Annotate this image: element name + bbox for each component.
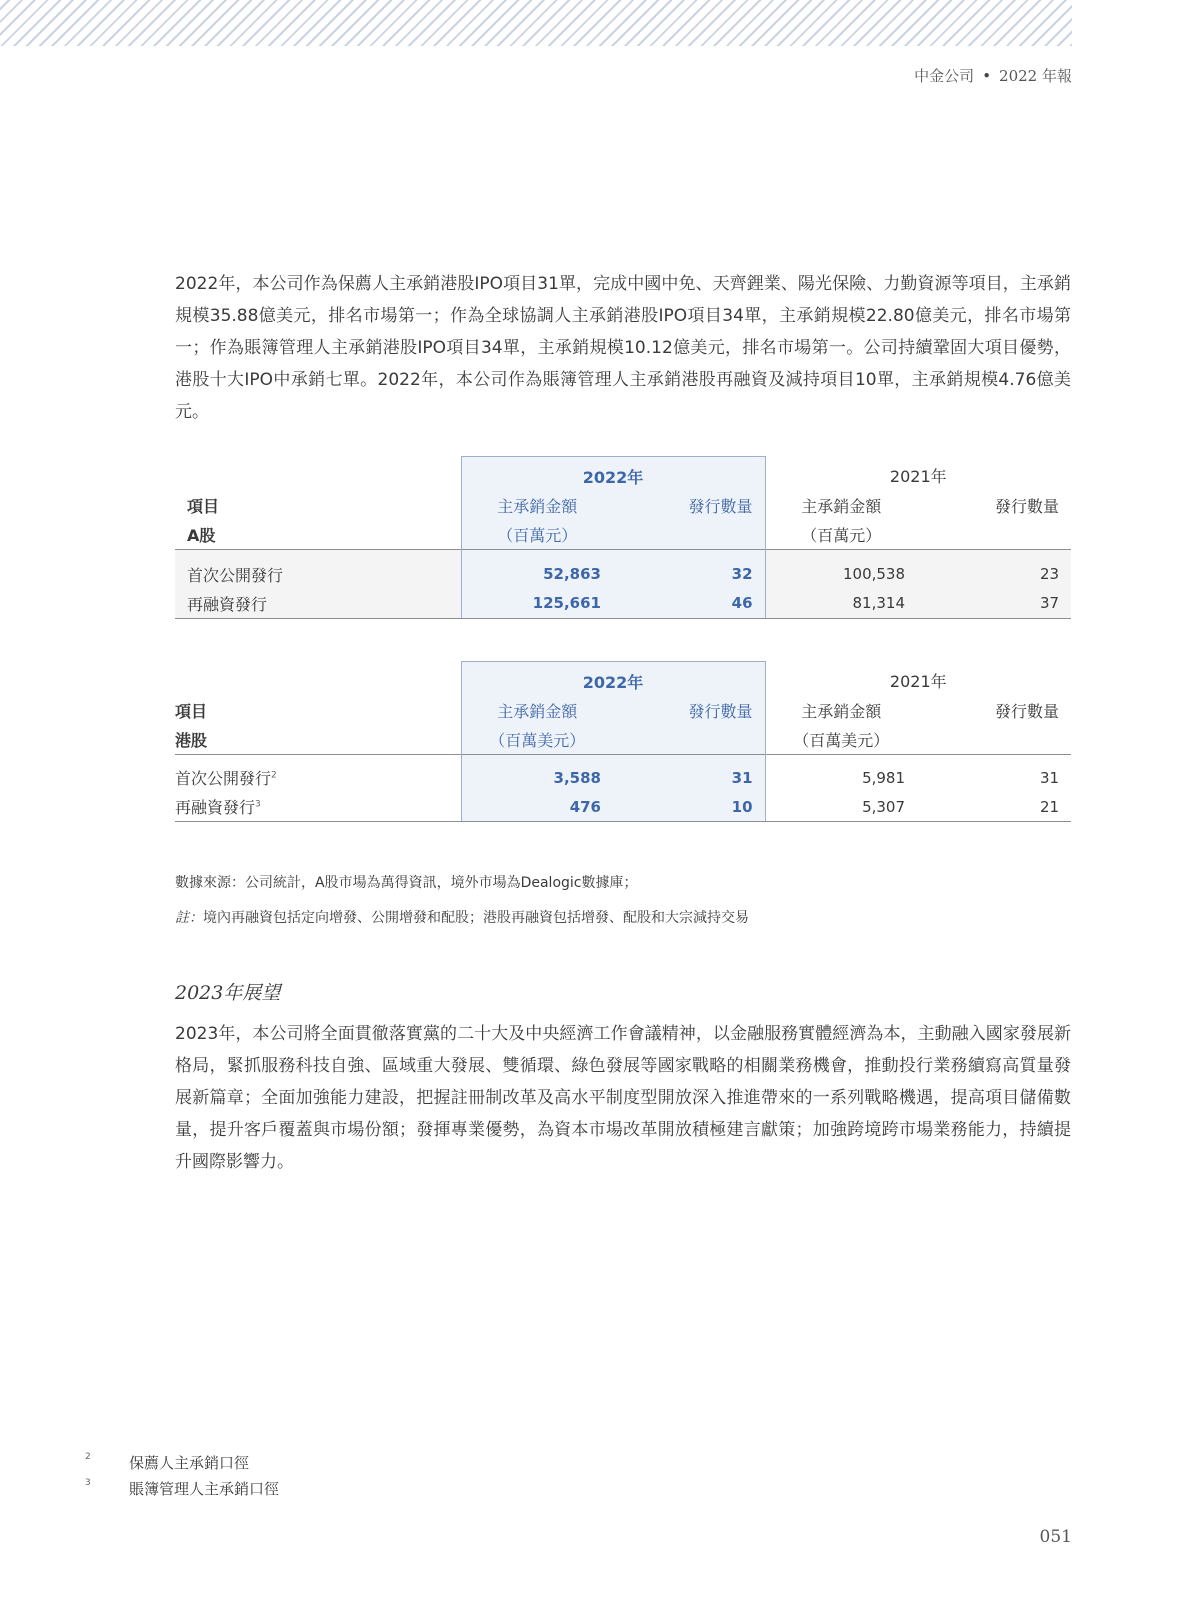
count-2021-cell: 21 — [917, 792, 1071, 822]
company-name: 中金公司 — [914, 67, 975, 85]
intro-paragraph: 2022年，本公司作為保薦人主承銷港股IPO項目31單，完成中國中免、天齊鋰業、陽光保險、力勤資源等項目，主承銷規模35.88億美元，排名市場第一；作為全球協調人主承銷港股IPO項目34單，主承銷規模22.80億美元，排名市場第一；作為賬簿管理人主承銷港股IPO項目34單，主承銷規模10.12億美元，排名市場第一。公司持續鞏固大項目優勢，港股十大IPO中承銷七單。2022年，本公司作為賬簿管理人主承銷港股再融資及減持項目10單，主承銷規模4.76億美元。 — [175, 274, 1071, 422]
amount-2022-cell: 52,863 — [461, 560, 613, 589]
count-2022-cell: 31 — [613, 763, 765, 792]
amount-2021-cell: 5,981 — [765, 763, 917, 792]
page-number: 051 — [1039, 1527, 1072, 1547]
row-label: 首次公開發行 — [175, 560, 461, 589]
row-label: 首次公開發行$^2$ — [175, 769, 277, 788]
count-2022-header: 發行數量 — [613, 696, 765, 725]
header-separator: • — [982, 67, 992, 85]
footnote-item — [85, 1452, 249, 1473]
count-2022-cell: 46 — [613, 589, 765, 619]
count-2022-header: 發行數量 — [613, 491, 765, 520]
remark-note: 註：境內再融資包括定向增發、公開增發和配股；港股再融資包括增發、配股和大宗減持交易 — [175, 910, 749, 926]
category-header: A股 — [187, 526, 216, 545]
running-header — [914, 65, 1072, 86]
count-2022-cell: 32 — [613, 560, 765, 589]
count-2022-cell: 10 — [613, 792, 765, 822]
data-source-note: 數據來源：公司統計，A股市場為萬得資訊，境外市場為Dealogic數據庫； — [175, 875, 638, 891]
count-2021-cell: 31 — [1039, 768, 1060, 787]
amount-2022-cell: 125,661 — [461, 589, 613, 619]
unit-2021-header: （百萬美元） — [765, 725, 917, 755]
count-2021-header: 發行數量 — [995, 702, 1060, 721]
unit-2022-header: （百萬元） — [461, 520, 613, 550]
amount-2022-cell: 476 — [461, 792, 613, 822]
category-header: 港股 — [175, 731, 208, 750]
item-header: 項目 — [175, 702, 208, 721]
row-label: 再融資發行$^3$ — [175, 792, 461, 822]
amount-2022-header: 主承銷金額 — [461, 696, 613, 725]
table-row — [175, 589, 1071, 619]
footnote-item — [85, 1478, 279, 1499]
item-header: 項目 — [187, 497, 220, 516]
row-label: 再融資發行 — [175, 589, 461, 619]
amount-2021-cell: 81,314 — [765, 589, 917, 619]
footnote-text: 賬簿管理人主承銷口徑 — [129, 1480, 280, 1498]
amount-2022-cell: 3,588 — [461, 763, 613, 792]
decorative-hatch-band — [0, 0, 1072, 46]
year-2021-header: 2021年 — [765, 662, 1071, 697]
section-title: 2023年展望 — [175, 982, 281, 1004]
footnote-text: 保薦人主承銷口徑 — [129, 1454, 250, 1472]
table-row — [175, 792, 1071, 822]
footnote-number: 3 — [85, 1478, 91, 1488]
amount-2021-cell: 100,538 — [765, 560, 917, 589]
unit-2022-header: （百萬美元） — [461, 725, 613, 755]
footnote-ref: 3 — [255, 799, 261, 810]
unit-2021-header: （百萬元） — [765, 520, 917, 550]
amount-2021-cell: 5,307 — [765, 792, 917, 822]
amount-2022-header: 主承銷金額 — [461, 491, 613, 520]
footnote-ref: 2 — [271, 770, 277, 781]
report-title: 2022 年報 — [999, 67, 1072, 85]
table-row — [175, 560, 1071, 589]
count-2021-cell: 23 — [917, 560, 1071, 589]
year-2022-header: 2022年 — [461, 662, 765, 697]
a-share-table — [175, 456, 1071, 619]
footnote-number: 2 — [85, 1452, 91, 1462]
hk-share-table — [175, 661, 1071, 822]
year-2021-header: 2021年 — [765, 457, 1071, 492]
table-row — [175, 763, 1071, 792]
count-2021-cell: 37 — [917, 589, 1071, 619]
count-2021-header: 發行數量 — [995, 497, 1060, 516]
amount-2021-header: 主承銷金額 — [765, 491, 917, 520]
amount-2021-header: 主承銷金額 — [765, 696, 917, 725]
year-2022-header: 2022年 — [461, 457, 765, 492]
outlook-paragraph: 2023年，本公司將全面貫徹落實黨的二十大及中央經濟工作會議精神，以金融服務實體經濟為本，主動融入國家發展新格局，緊抓服務科技自強、區域重大發展、雙循環、綠色發展等國家戰略的相關業務機會，推動投行業務續寫高質量發展新篇章；全面加強能力建設，把握註冊制改革及高水平制度型開放深入推進帶來的一系列戰略機遇，提高項目儲備數量，提升客戶覆蓋與市場份額；發揮專業優勢，為資本市場改革開放積極建言獻策；加強跨境跨市場業務能力，持續提升國際影響力。 — [175, 1024, 1071, 1172]
